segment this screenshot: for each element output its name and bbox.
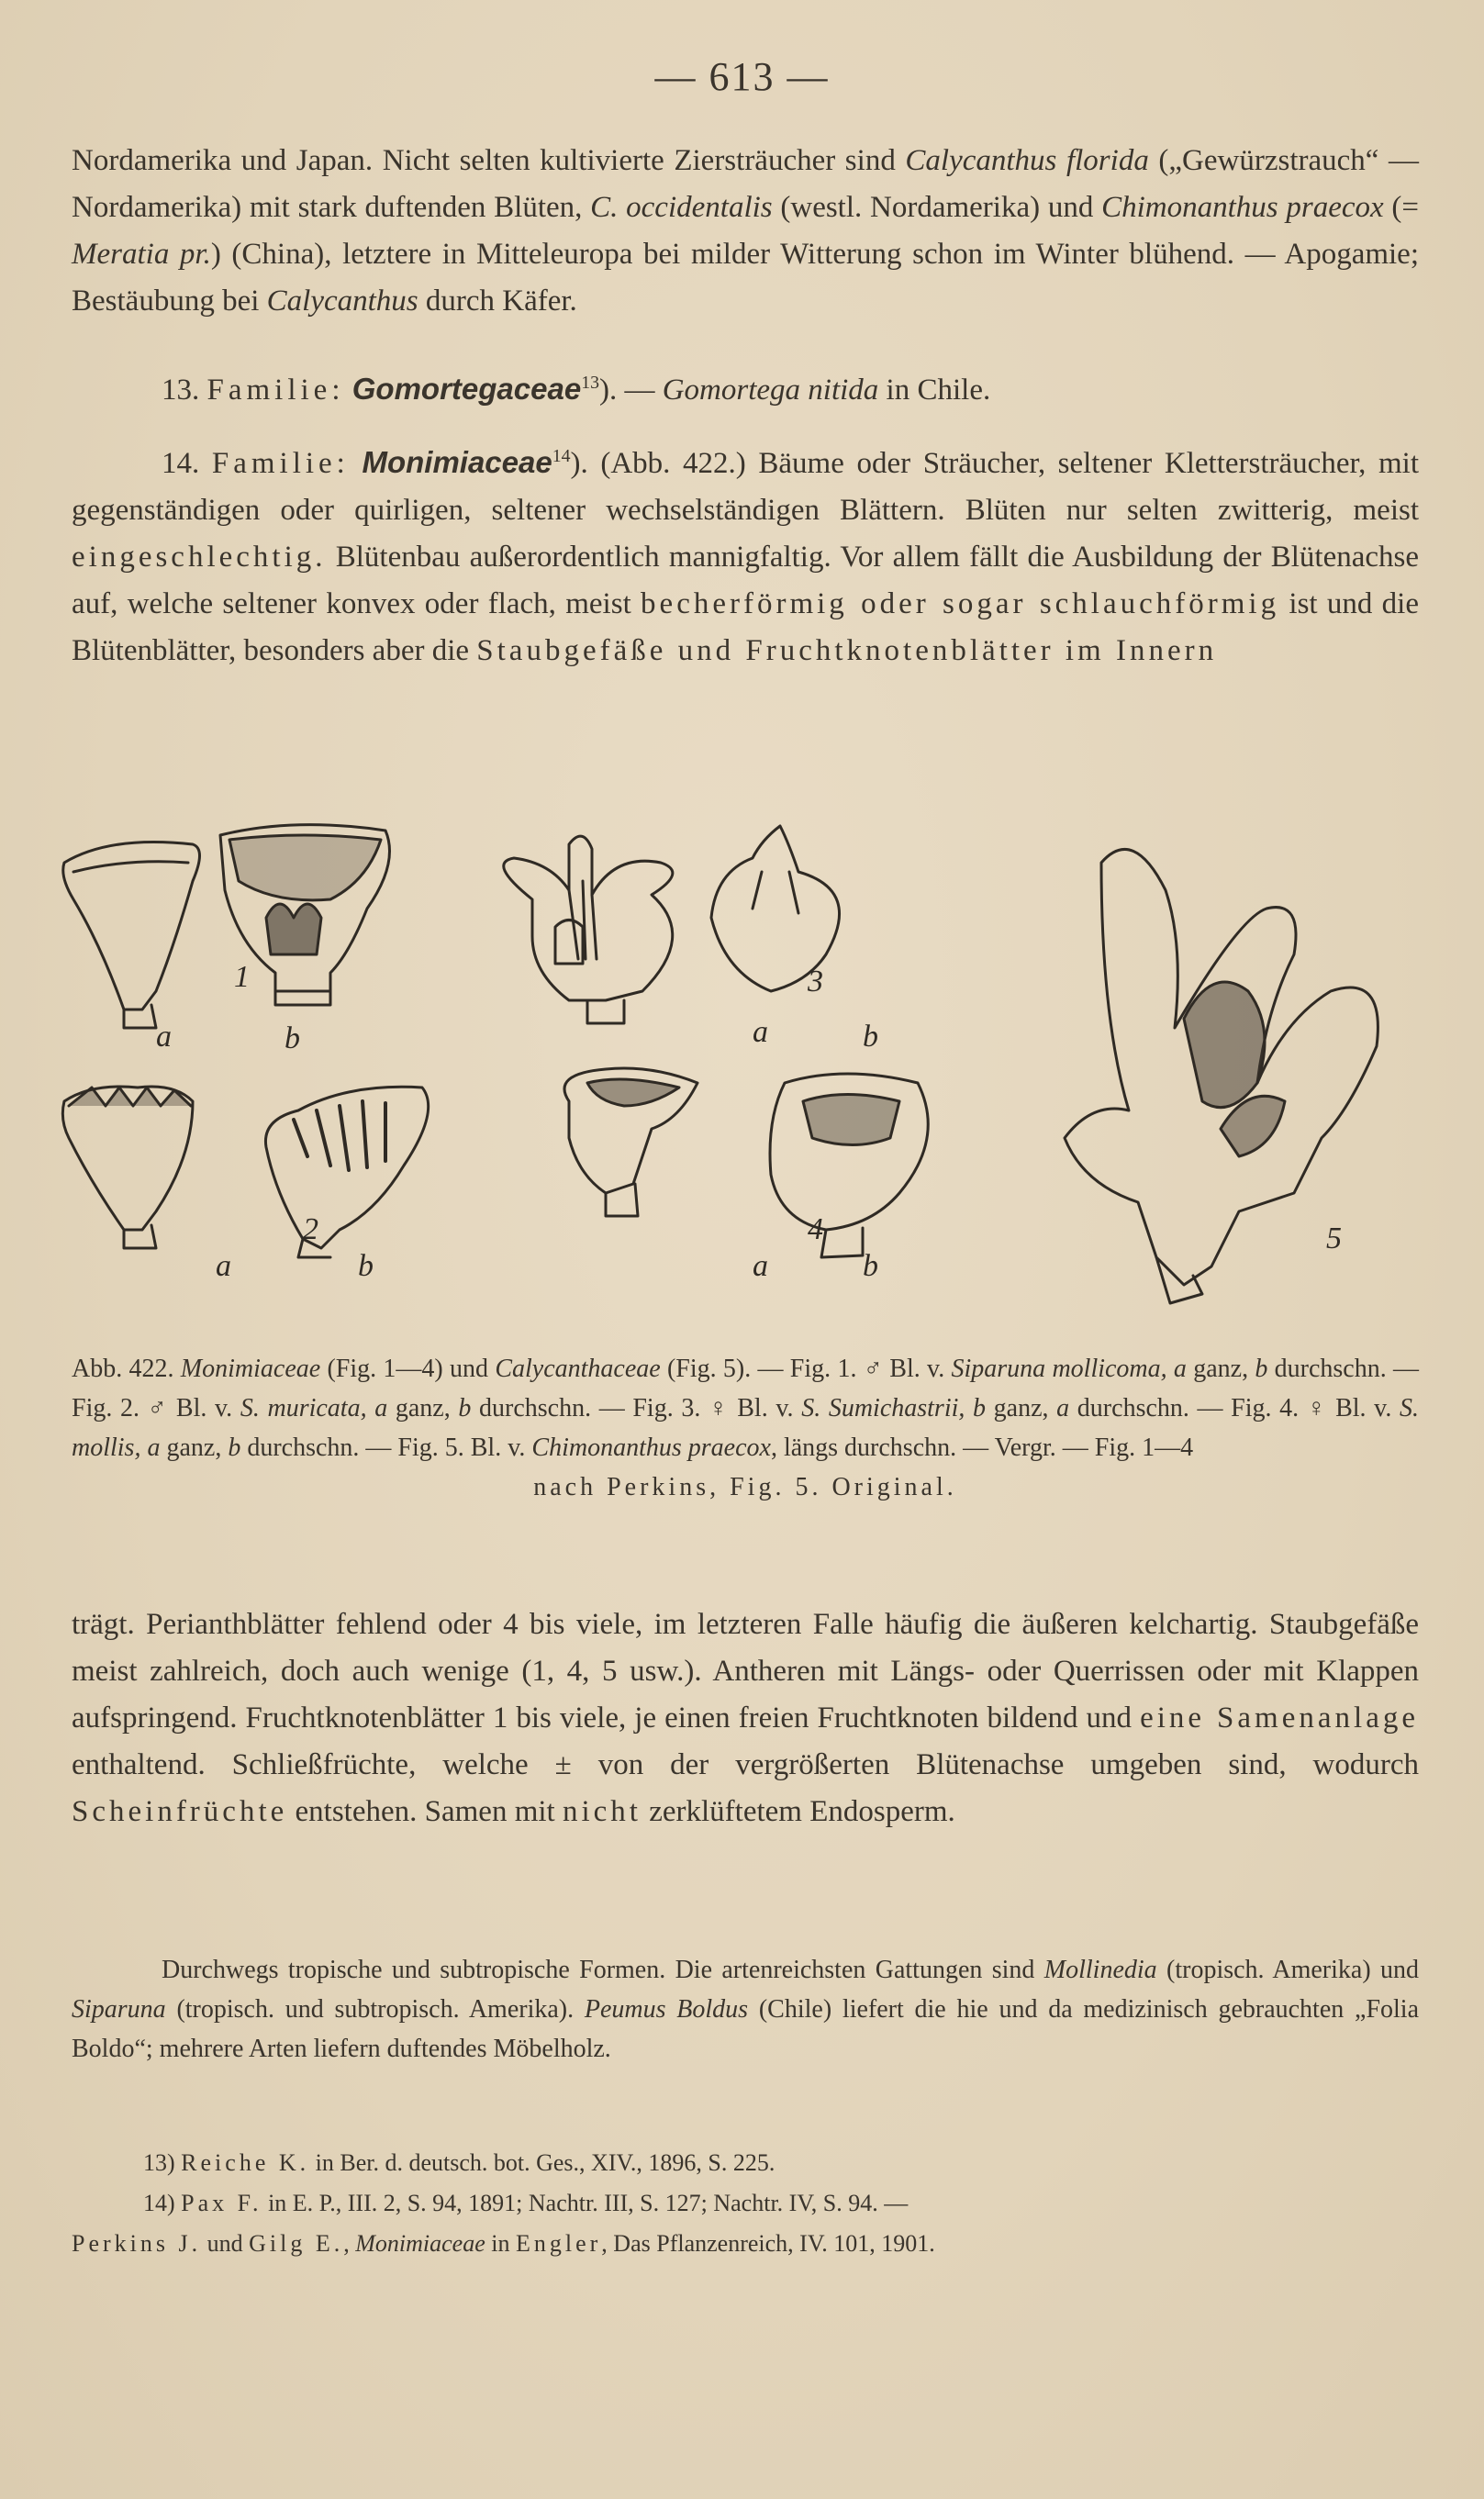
caption-text: , längs durchschn. — Vergr. — Fig. 1—4 [770, 1434, 1194, 1462]
text: (tropisch. und subtropisch. Amerika). [165, 1995, 585, 2024]
caption-italic: Chimonanthus praecox [531, 1434, 771, 1462]
fig-5-label: 5 [1326, 1222, 1342, 1255]
spaced-text: becherförmig oder sogar schlauchförmig [641, 587, 1280, 620]
footnote-italic: Monimiaceae [355, 2230, 485, 2257]
caption-text: durchschn. — Fig. 2. ♂ Bl. v. [72, 1355, 1419, 1422]
text: enthaltend. Schließfrüchte, welche ± von der vergrößerten Blütenachse umgeben sind, wodurch [72, 1748, 1419, 1781]
text: durch Käfer. [418, 284, 577, 318]
spaced-text: eine Samenanlage [1140, 1701, 1419, 1735]
caption-text: Abb. 422. [72, 1355, 181, 1383]
caption-italic: b [1255, 1355, 1268, 1383]
spaced-text: Staubgefäße und Fruchtknotenblätter im Innern [476, 634, 1218, 667]
text: entstehen. Samen mit [287, 1795, 563, 1828]
caption-italic: Monimiaceae [180, 1355, 321, 1383]
footnote-author: Engler [515, 2230, 602, 2257]
fig-1-label: 1 [234, 960, 250, 994]
caption-italic: b [228, 1434, 241, 1462]
family-label: Familie: [206, 374, 345, 407]
caption-text: ganz, [387, 1394, 459, 1422]
footnote-author: Perkins J. [72, 2230, 202, 2257]
family-13-heading [72, 365, 1419, 414]
text: (westl. Nordamerika) und [772, 191, 1102, 224]
text: ). — [598, 374, 663, 407]
fig-4b-label: b [863, 1249, 878, 1283]
paragraph-monimiaceae-description [72, 1601, 1419, 1835]
footnote-text: in [485, 2230, 516, 2257]
text: trägt. Perianthblätter fehlend oder 4 bis viele, im letzteren Falle häufig die äußeren kelchartig. Staubgefäße meist zahlreich, doch auch wenige (1, 4, 5 usw.). Antheren mit Längs- oder Querrissen oder mit Klappen aufspringend. Fruchtknotenblätter 1 bis viele, je einen freien Fruchtknoten bildend und [72, 1608, 1419, 1735]
caption-text: durchschn. — Fig. 3. ♀ Bl. v. [471, 1394, 802, 1422]
fig-2b-label: b [358, 1249, 374, 1283]
caption-italic: S. mollis, a [72, 1394, 1419, 1462]
fig-4-label: 4 [808, 1212, 823, 1246]
text: Durchwegs tropische und subtropische Formen. Die artenreichsten Gattungen sind [162, 1956, 1044, 1984]
text: ). (Abb. 422.) Bäume oder Sträucher, seltener Klettersträucher, mit gegenständigen oder quirligen, seltener wechselständigen Blättern. Blüten nur selten zwitterig, meist [72, 447, 1419, 527]
footnote-text: , [343, 2230, 356, 2257]
caption-italic: Siparuna mollicoma, a [951, 1355, 1187, 1383]
genus-name: Siparuna [72, 1995, 166, 2024]
text: in Chile. [878, 374, 991, 407]
fig-4a-drawing [564, 1068, 697, 1216]
family-number: 13. [162, 374, 200, 407]
caption-text: ganz, [986, 1394, 1057, 1422]
text: Blütenbau außerordentlich mannigfaltig. Vor allem fällt die Ausbildung der Blütenachse auf, welche seltener konvex oder flach, meist [72, 541, 1419, 620]
fig-1a-label: a [156, 1020, 172, 1054]
footnote-ref: 13 [581, 373, 599, 393]
family-14-paragraph [72, 439, 1419, 675]
spaced-text: eingeschlechtig. [72, 541, 327, 574]
caption-text: (Fig. 5). — Fig. 1. ♂ Bl. v. [660, 1355, 952, 1383]
footnotes [72, 2143, 1419, 2264]
spaced-text: nicht [562, 1795, 642, 1828]
footnote-14 [72, 2183, 1419, 2224]
fig-3a-drawing [504, 836, 673, 1023]
text: ist und die Blütenblätter, besonders aber die [72, 587, 1419, 667]
fig-2a-drawing [62, 1087, 193, 1248]
species-name: Gomortega nitida [662, 374, 879, 407]
caption-italic: b [458, 1394, 472, 1422]
genus-name: Calycanthus [266, 284, 418, 318]
species-name: Peumus Boldus [584, 1995, 749, 2024]
fig-3a-label: a [753, 1015, 768, 1049]
footnote-mark: 13) [143, 2149, 175, 2176]
species-name: Calycanthus florida [905, 144, 1149, 177]
caption-last-line: nach Perkins, Fig. 5. Original. [533, 1473, 957, 1501]
family-label: Familie: [211, 447, 350, 480]
footnote-ref: 14 [552, 446, 571, 466]
fig-1b-label: b [285, 1021, 300, 1055]
figure-caption [72, 1349, 1419, 1507]
caption-italic: Calycanthaceae [495, 1355, 661, 1383]
footnote-author: Reiche K. [181, 2149, 310, 2176]
fig-2-label: 2 [303, 1212, 318, 1246]
caption-italic: a [1056, 1394, 1070, 1422]
fig-3b-label: b [863, 1020, 878, 1054]
family-name: Monimiaceae [362, 445, 552, 479]
paragraph-distribution [72, 1950, 1419, 2069]
paragraph-calycanthaceae-end [72, 138, 1419, 325]
text: zerklüftetem Endosperm. [641, 1795, 955, 1828]
species-name: Meratia pr. [72, 238, 211, 271]
fig-4a-label: a [753, 1249, 768, 1283]
footnote-14-continued [72, 2224, 1419, 2264]
caption-text: durchschn. — Fig. 5. Bl. v. [240, 1434, 532, 1462]
text: ) (China), letztere in Mitteleuropa bei milder Witterung schon im Winter blühend. — Apogamie; Bestäubung bei [72, 238, 1419, 318]
footnote-author: Pax F. [181, 2190, 262, 2216]
genus-name: Mollinedia [1043, 1956, 1157, 1984]
caption-italic: S. muricata, a [240, 1394, 388, 1422]
botanical-figure [55, 808, 1432, 1340]
fig-2a-label: a [216, 1249, 231, 1283]
footnote-text: in Ber. d. deutsch. bot. Ges., XIV., 1896, S. 225. [309, 2149, 775, 2176]
text: („Gewürzstrauch“ — Nordamerika) mit stark duftenden Blüten, [72, 144, 1420, 224]
fig-4b-drawing [770, 1074, 928, 1257]
species-name: Chimonanthus praecox [1101, 191, 1384, 224]
footnote-author: Gilg E. [249, 2230, 344, 2257]
caption-text: (Fig. 1—4) und [320, 1355, 496, 1383]
footnote-text: in E. P., III. 2, S. 94, 1891; Nachtr. III, S. 127; Nachtr. IV, S. 94. — [262, 2190, 909, 2216]
text: Nordamerika und Japan. Nicht selten kultivierte Ziersträucher sind [72, 144, 906, 177]
family-number: 14. [162, 447, 200, 480]
text: (tropisch. Amerika) und [1156, 1956, 1420, 1984]
species-name: C. occidentalis [590, 191, 773, 224]
family-name: Gomortegaceae [351, 372, 582, 406]
text: (Chile) liefert die hie und da medizinisch gebrauchten „Folia Boldo“; mehrere Arten liefern duftendes Möbelholz. [72, 1995, 1420, 2063]
footnote-13 [72, 2143, 1419, 2183]
page-number: — 613 — [654, 54, 830, 99]
footnote-mark: 14) [143, 2190, 175, 2216]
figure-illustration [55, 808, 1432, 1340]
fig-1a-drawing [63, 842, 200, 1029]
spaced-text: Scheinfrüchte [72, 1795, 288, 1828]
caption-text: durchschn. — Fig. 4. ♀ Bl. v. [1069, 1394, 1400, 1422]
footnote-text: und [201, 2230, 250, 2257]
footnote-text: , Das Pflanzenreich, IV. 101, 1901. [601, 2230, 935, 2257]
caption-italic: S. Sumichastrii, b [801, 1394, 987, 1422]
caption-text: ganz, [160, 1434, 229, 1462]
fig-2b-drawing [265, 1087, 428, 1257]
fig-3-label: 3 [808, 965, 823, 998]
caption-text: ganz, [1186, 1355, 1255, 1383]
text: (= [1383, 191, 1420, 224]
